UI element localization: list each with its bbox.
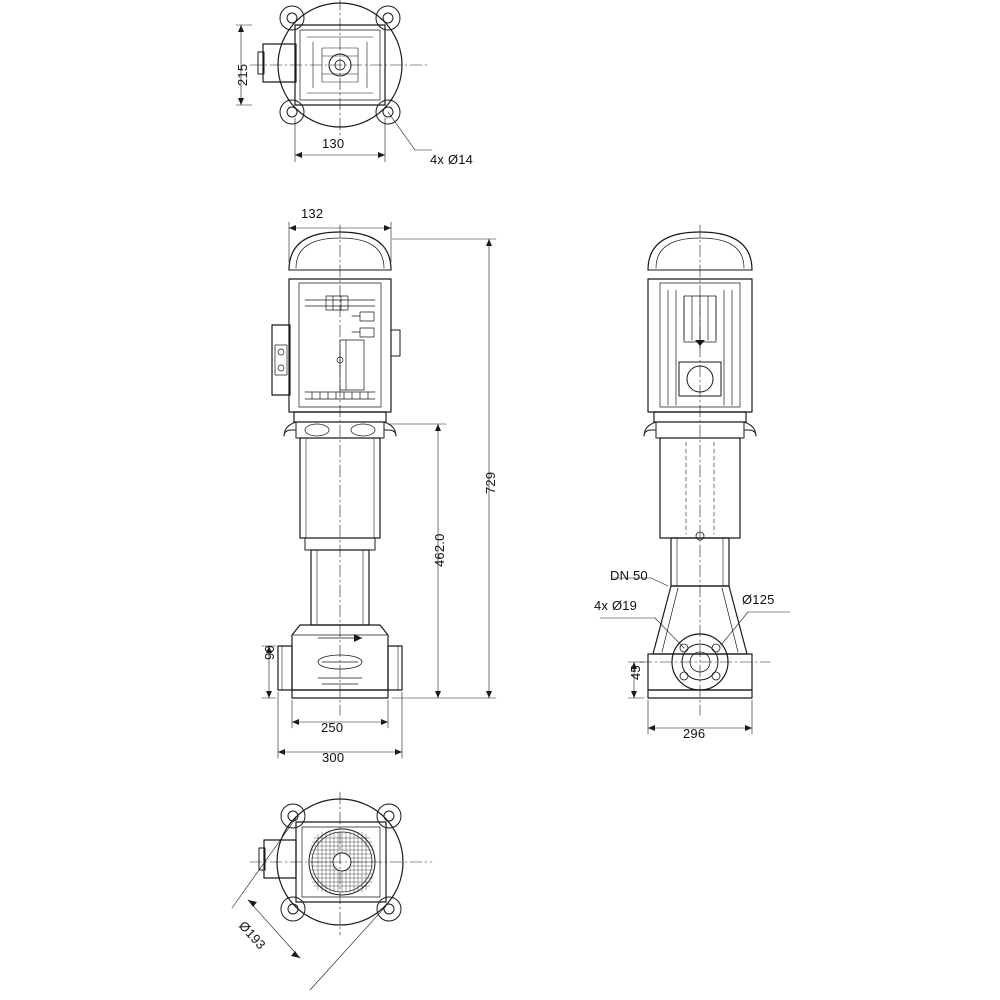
- bottom-view-geometry: [232, 792, 432, 990]
- side-view-geometry: [600, 225, 790, 734]
- dim-front-base-inner-width: 250: [321, 720, 344, 735]
- dim-front-base-height: 90: [262, 645, 277, 660]
- dim-front-motor-width: 132: [301, 206, 324, 221]
- dim-front-mid-height: 462.0: [432, 533, 447, 567]
- dim-bottom-diameter: Ø193: [235, 918, 269, 953]
- label-dn50: DN 50: [610, 568, 648, 583]
- dim-side-flange-diameter: Ø125: [742, 592, 775, 607]
- dim-top-view-width: 130: [322, 136, 345, 151]
- dim-side-base-width: 296: [683, 726, 706, 741]
- dim-top-view-height: 215: [235, 63, 250, 86]
- dim-front-base-outer-width: 300: [322, 750, 345, 765]
- dim-top-view-holes: 4x Ø14: [430, 152, 474, 167]
- dim-front-total-height: 729: [483, 471, 498, 494]
- front-view-geometry: [262, 222, 496, 758]
- dim-side-base-height: 45: [628, 665, 643, 680]
- dim-side-flange-holes: 4x Ø19: [594, 598, 638, 613]
